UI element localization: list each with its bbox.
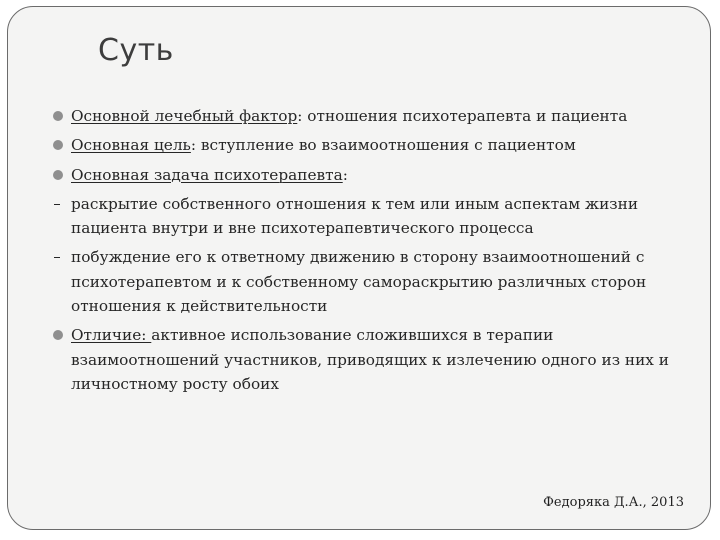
list-item-difference <box>52 323 702 396</box>
dash-icon <box>52 192 66 216</box>
bullet-icon <box>52 104 66 128</box>
item-lead: Основная цель <box>71 136 191 155</box>
item-text: активное использование сложившихся в терапии взаимоотношений участников, приводящих к излечению одного из них и личностному росту обоих <box>71 326 669 393</box>
item-lead: Основной лечебный фактор <box>71 107 298 125</box>
item-text: побуждение его к ответному движению в сторону взаимоотношений с психотерапевтом и к собственному самораскрытию различных сторон отношения к действительности <box>71 248 647 316</box>
item-separator: : <box>297 107 303 125</box>
item-separator: : <box>190 136 197 155</box>
dash-icon <box>52 245 66 269</box>
item-separator: : <box>342 165 348 184</box>
item-lead: Основная задача психотерапевта <box>71 165 343 184</box>
list-item-main-task <box>52 163 702 187</box>
slide-content <box>52 104 702 401</box>
item-text: отношения психотерапевта и пациента <box>302 107 628 125</box>
list-item-main-factor <box>52 104 702 128</box>
bullet-icon <box>52 163 66 187</box>
list-item-main-goal <box>52 133 702 157</box>
bullet-icon <box>52 133 66 157</box>
slide <box>7 6 711 530</box>
item-text: вступление во взаимоотношения с пациентом <box>196 136 576 155</box>
slide-title: Суть <box>98 33 174 68</box>
bullet-icon <box>52 323 66 347</box>
item-text: раскрытие собственного отношения к тем или иным аспектам жизни пациента внутри и вне психотерапевтического процесса <box>71 194 639 238</box>
list-item-subtask-disclosure <box>52 192 702 241</box>
slide-footer-author: Федоряка Д.А., 2013 <box>543 495 684 510</box>
list-item-subtask-encouragement <box>52 245 702 318</box>
item-lead: Отличие: <box>71 326 152 345</box>
